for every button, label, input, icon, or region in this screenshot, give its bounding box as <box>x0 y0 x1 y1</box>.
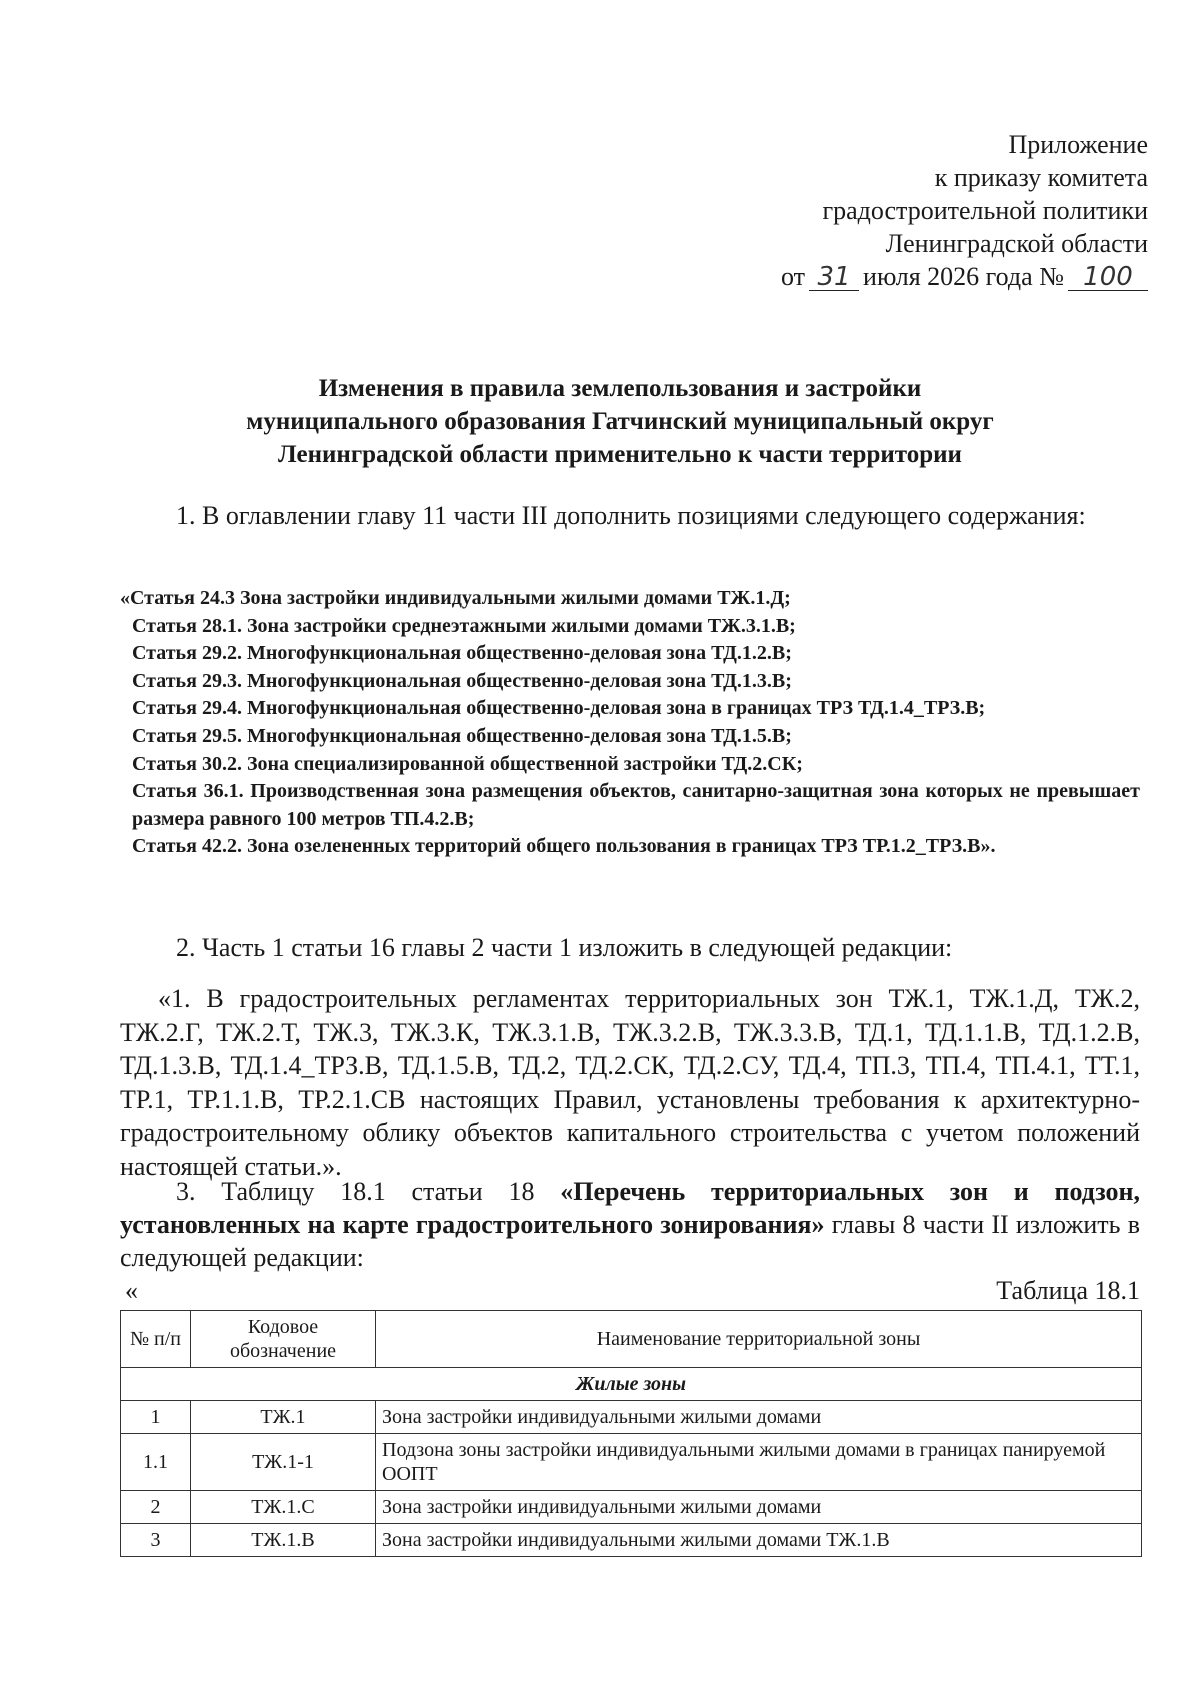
table-caption: Таблица 18.1 <box>996 1276 1140 1305</box>
approval-date-line <box>781 260 1148 293</box>
approval-line: Ленинградской области <box>885 229 1148 258</box>
approval-line: Приложение <box>1008 130 1148 159</box>
cell-code: ТЖ.1.В <box>191 1524 376 1557</box>
toc-item: «Статья 24.3 Зона застройки индивидуальными жилыми домами ТЖ.1.Д; <box>120 587 791 609</box>
paragraph-2: 2. Часть 1 статьи 16 главы 2 части 1 изложить в следующей редакции: <box>176 933 953 962</box>
toc-item: Статья 30.2. Зона специализированной общественной застройки ТД.2.СК; <box>132 752 803 775</box>
table-row <box>121 1434 1142 1491</box>
cell-number: 1 <box>121 1401 191 1434</box>
table-row <box>121 1491 1142 1524</box>
handwritten-day: 31 <box>809 264 859 291</box>
approval-line: к приказу комитета <box>934 163 1148 192</box>
cell-code: ТЖ.1.С <box>191 1491 376 1524</box>
paragraph-1: 1. В оглавлении главу 11 части III дополнить позициями следующего содержания: <box>176 501 1086 530</box>
cell-code: ТЖ.1-1 <box>191 1434 376 1491</box>
toc-item: Статья 36.1. Производственная зона размещения объектов, санитарно-защитная зона которых не превышает размера равного 100 метров ТП.4.2.В; <box>132 780 1140 830</box>
title-line: Ленинградской области применительно к части территории <box>278 441 962 468</box>
approval-block <box>781 128 1148 293</box>
cell-code: ТЖ.1 <box>191 1401 376 1434</box>
paragraph-3: «1. В градостроительных регламентах территориальных зон ТЖ.1, ТЖ.1.Д, ТЖ.2, ТЖ.2.Г, ТЖ.2.Т, ТЖ.3, ТЖ.3.К, ТЖ.3.1.В, ТЖ.3.2.В, ТЖ.3.3.В, ТД.1, ТД.1.1.В, ТД.1.2.В, ТД.1.3.В, ТД.1.4_ТРЗ.В, ТД.1.5.В, ТД.2, ТД.2.СК, ТД.2.СУ, ТД.4, ТП.3, ТП.4, ТП.4.1, ТТ.1, ТР.1, ТР.1.1.В, ТР.2.1.СВ настоящих Правил, установлены требования к архитектурно-градостроительному облику объектов капитального строительства с учетом положений настоящей статьи.». <box>120 984 1140 1181</box>
cell-name: Подзона зоны застройки индивидуальными жилыми домами в границах панируемой ООПТ <box>376 1434 1142 1491</box>
open-quote: « <box>125 1276 138 1305</box>
toc-item: Статья 29.4. Многофункциональная общественно-деловая зона в границах ТРЗ ТД.1.4_ТРЗ.В; <box>132 697 986 720</box>
section-title: Жилые зоны <box>121 1368 1142 1401</box>
toc-item: Статья 28.1. Зона застройки среднеэтажными жилыми домами ТЖ.3.1.В; <box>132 614 796 637</box>
table-header-row <box>121 1311 1142 1368</box>
paragraph-4-prefix: 3. Таблицу 18.1 статьи 18 <box>176 1177 561 1206</box>
toc-item: Статья 29.5. Многофункциональная общественно-деловая зона ТД.1.5.В; <box>132 724 792 747</box>
cell-number: 3 <box>121 1524 191 1557</box>
paragraph-4-suffix: главы 8 части II изложить в следующей редакции: <box>120 1210 1140 1272</box>
document-title <box>120 372 1120 471</box>
paragraph-4-bold: «Перечень территориальных зон и подзон, установленных на карте градостроительного зонирования» <box>120 1177 1140 1239</box>
cell-number: 2 <box>121 1491 191 1524</box>
toc-list <box>120 585 1140 861</box>
title-line: муниципального образования Гатчинский муниципальный округ <box>246 408 994 435</box>
date-prefix: от <box>781 262 806 291</box>
header-code: Кодовое обозначение <box>191 1311 376 1368</box>
toc-item: Статья 29.2. Многофункциональная общественно-деловая зона ТД.1.2.В; <box>132 642 792 665</box>
paragraph-4 <box>120 1175 1140 1274</box>
zones-table <box>120 1310 1142 1557</box>
handwritten-number: 100 <box>1068 264 1148 291</box>
table-section-row <box>121 1368 1142 1401</box>
title-line: Изменения в правила землепользования и застройки <box>318 375 922 402</box>
table-row <box>121 1401 1142 1434</box>
cell-name: Зона застройки индивидуальными жилыми домами <box>376 1401 1142 1434</box>
approval-line: градостроительной политики <box>822 196 1148 225</box>
table-row <box>121 1524 1142 1557</box>
header-number: № п/п <box>121 1311 191 1368</box>
cell-name: Зона застройки индивидуальными жилыми домами <box>376 1491 1142 1524</box>
cell-number: 1.1 <box>121 1434 191 1491</box>
header-name: Наименование территориальной зоны <box>376 1311 1142 1368</box>
cell-name: Зона застройки индивидуальными жилыми домами ТЖ.1.В <box>376 1524 1142 1557</box>
date-month-year: июля 2026 года № <box>863 262 1064 291</box>
toc-item: Статья 29.3. Многофункциональная общественно-деловая зона ТД.1.3.В; <box>132 669 792 692</box>
toc-item: Статья 42.2. Зона озелененных территорий общего пользования в границах ТРЗ ТР.1.2_ТРЗ.В». <box>132 835 996 858</box>
